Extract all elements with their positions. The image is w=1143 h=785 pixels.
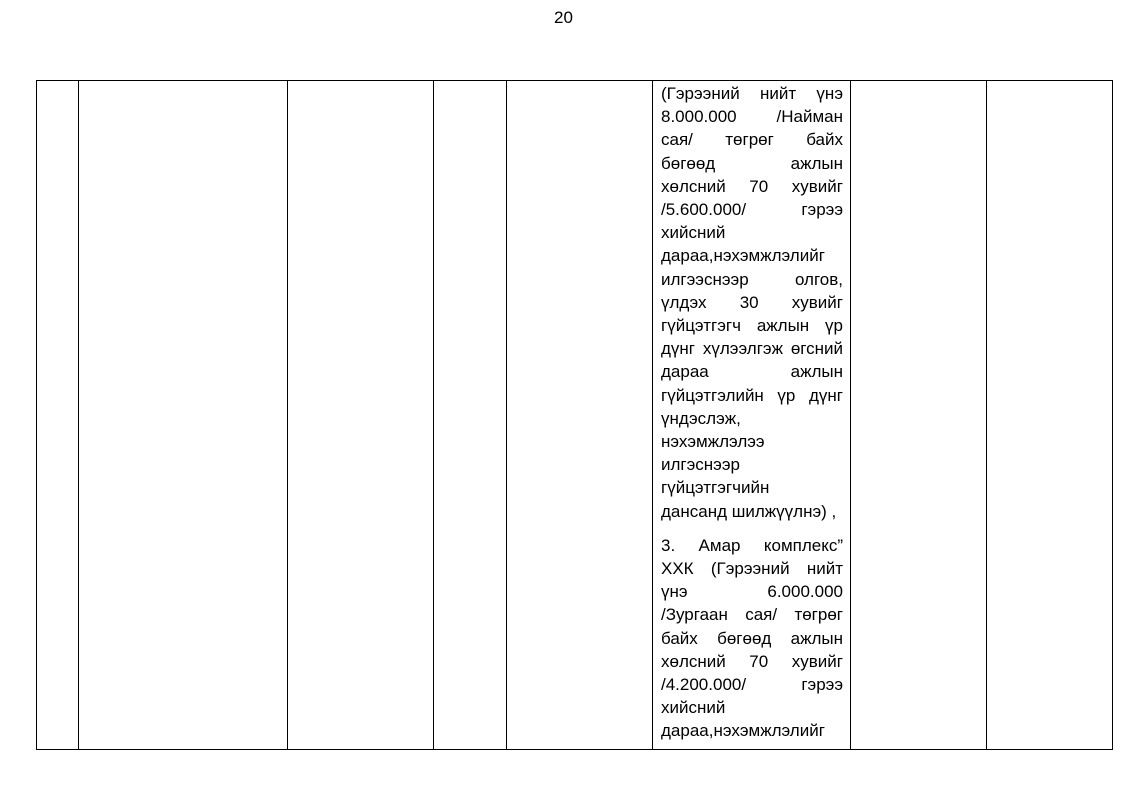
text-line: бөгөөд ажлын <box>661 153 843 173</box>
text-line: гүйцэтгэгч ажлын үр <box>661 316 843 336</box>
table-cell-col-5 <box>507 81 653 750</box>
text-line: дансанд шилжүүлнэ) , <box>661 501 837 521</box>
table-cell-col-7 <box>851 81 987 750</box>
text-line: үнэ 6.000.000 <box>661 582 843 602</box>
text-line: 8.000.000 /Найман <box>661 107 843 127</box>
table-row <box>37 81 1113 750</box>
text-line: гүйцэтгэгчийн <box>661 478 770 498</box>
text-line: илгэснээр <box>661 455 740 475</box>
text-line: байх бөгөөд ажлын <box>661 628 843 648</box>
text-line: сая/ төгрөг байх <box>661 130 843 150</box>
description-text <box>653 81 850 743</box>
paragraph-contract-3 <box>661 534 843 743</box>
document-table <box>36 80 1113 750</box>
text-line: үлдэх 30 хувийг <box>661 292 843 312</box>
paragraph-contract-1 <box>661 82 843 523</box>
text-line: дүнг хүлээлгэж өгсний <box>661 339 843 359</box>
text-line: дараа ажлын <box>661 362 843 382</box>
table-cell-col-2 <box>79 81 288 750</box>
text-line: /5.600.000/ гэрээ <box>661 200 843 220</box>
text-line: хийсний <box>661 223 726 243</box>
table-cell-col-8 <box>987 81 1113 750</box>
text-line: дараа,нэхэмжлэлийг <box>661 721 825 741</box>
text-line: ХХК (Гэрээний нийт <box>661 559 843 579</box>
text-line: хийсний <box>661 698 726 718</box>
page-number: 20 <box>554 8 573 27</box>
text-line: 3. Амар комплекс” <box>661 535 843 555</box>
text-line: (Гэрээний нийт үнэ <box>661 84 843 103</box>
table-cell-col-4 <box>434 81 507 750</box>
text-line: /4.200.000/ гэрээ <box>661 675 843 695</box>
text-line: илгээснээр олгов, <box>661 269 843 289</box>
text-line: үндэслэж, <box>661 408 741 428</box>
text-line: /Зургаан сая/ төгрөг <box>661 605 843 625</box>
table-cell-description <box>653 81 851 750</box>
table-cell-col-3 <box>288 81 434 750</box>
text-line: дараа,нэхэмжлэлийг <box>661 246 825 266</box>
table-cell-number <box>37 81 79 750</box>
text-line: нэхэмжлэлээ <box>661 432 765 452</box>
text-line: хөлсний 70 хувийг <box>661 651 843 671</box>
text-line: гүйцэтгэлийн үр дүнг <box>661 385 843 405</box>
text-line: хөлсний 70 хувийг <box>661 176 843 196</box>
